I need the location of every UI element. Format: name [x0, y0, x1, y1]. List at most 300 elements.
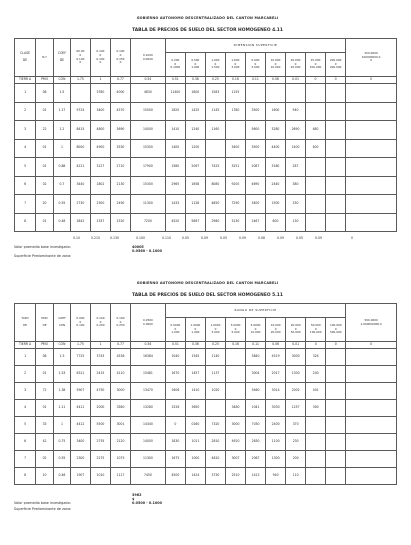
table-cell	[326, 139, 346, 158]
table-cell: 7030	[246, 417, 266, 434]
table-cell: 14000	[131, 434, 166, 451]
table-cell	[285, 84, 305, 103]
average-value: 0.09	[239, 236, 246, 240]
dimension-group-header: DIMENSION SUPERFICIE	[165, 39, 345, 53]
table-cell: 3251	[225, 158, 245, 177]
table-row	[15, 451, 397, 468]
table-cell: 1467	[245, 213, 265, 232]
org-heading-1: GOBIERNO AUTONOMO DESCENTRALIZADO DEL CANTON MARCABELI	[136, 16, 279, 20]
table-cell: 6	[15, 176, 36, 195]
table-cell	[326, 417, 346, 434]
table-cell	[326, 468, 346, 485]
table-cell: 1802	[90, 176, 110, 195]
table-cell: 200	[286, 451, 306, 468]
table-cell: 3500	[245, 102, 265, 121]
table-cell: 08	[36, 84, 54, 103]
table-cell: 3360	[111, 400, 131, 417]
table-cell: 3001	[111, 417, 131, 434]
table-cell: 2810	[205, 434, 225, 451]
table-cell: 330	[285, 195, 305, 214]
table-cell: 17900	[130, 158, 165, 177]
table-cell: 7450	[131, 468, 166, 485]
table-cell: 0.48	[54, 213, 71, 232]
table-cell: 1526	[165, 400, 185, 417]
table-cell	[346, 102, 397, 121]
table-cell: 3	[15, 121, 36, 140]
table-cell	[326, 102, 346, 121]
table-cell: 1433	[165, 195, 185, 214]
table-row	[15, 434, 397, 451]
table-row	[15, 102, 397, 121]
table-cell: 401	[306, 383, 326, 400]
table-cell: 5867	[185, 213, 205, 232]
table-cell: 02	[36, 176, 54, 195]
average-value: 0.05	[182, 236, 189, 240]
average-value: 0.10	[73, 236, 80, 240]
table-cell	[306, 213, 326, 232]
table-cell	[306, 468, 326, 485]
table-cell: 1140	[205, 349, 225, 366]
table-cell: 1	[15, 349, 36, 366]
table-cell: 940	[285, 102, 305, 121]
table-cell	[326, 366, 346, 383]
table-cell: 9724	[70, 102, 90, 121]
table-cell	[346, 366, 397, 383]
table-cell: 9200	[225, 176, 245, 195]
average-value: 0.09	[315, 236, 322, 240]
table-cell: 1670	[165, 366, 185, 383]
average-value: 0.09	[201, 236, 208, 240]
table-cell: 2490	[110, 195, 130, 214]
table-cell: 1606	[165, 383, 185, 400]
table-cell	[306, 102, 326, 121]
table-cell: 4110	[111, 366, 131, 383]
table-cell: 3000	[111, 383, 131, 400]
table-cell: 3130	[225, 213, 245, 232]
table-cell: 0	[165, 417, 185, 434]
table-cell: 0.46	[54, 468, 71, 485]
table-cell: 3014	[266, 383, 286, 400]
table-cell: 2130	[110, 176, 130, 195]
table-cell: 1041	[246, 400, 266, 417]
table-cell: 6311	[70, 366, 90, 383]
table-cell	[70, 84, 90, 103]
table-cell	[306, 195, 326, 214]
table-cell: 4750	[90, 383, 110, 400]
table-cell: 72	[36, 383, 54, 400]
table-cell: 1500	[265, 195, 285, 214]
table-cell: 0.7	[54, 176, 71, 195]
table-cell: 2017	[266, 366, 286, 383]
table-cell: 2120	[111, 434, 131, 451]
table-cell: 1	[54, 139, 71, 158]
table-cell: 15000	[130, 102, 165, 121]
table-cell: 287	[285, 158, 305, 177]
table-cell	[306, 84, 326, 103]
table-cell: 4830	[130, 84, 165, 103]
table-cell: 2755	[90, 434, 110, 451]
table-row	[15, 213, 397, 232]
table-cell: 4500	[165, 468, 185, 485]
table-cell: 5	[15, 158, 36, 177]
table-cell	[306, 417, 326, 434]
table-cell: 3780	[90, 84, 110, 103]
table-cell: 1.2	[54, 121, 71, 140]
table-cell: 5840	[246, 349, 266, 366]
table-cell	[346, 349, 397, 366]
range-group-header: RANGO DE SUPERFICIE	[165, 304, 345, 318]
table-cell: 01	[36, 102, 54, 121]
table-cell: 1300	[266, 451, 286, 468]
table-cell: 230	[286, 434, 306, 451]
table-cell: 110	[286, 468, 306, 485]
table-cell: 1075	[111, 451, 131, 468]
table-cell: 15300	[130, 176, 165, 195]
table-cell: 3750	[205, 468, 225, 485]
table-row	[15, 366, 397, 383]
table-cell: 1400	[285, 139, 305, 158]
table-cell: 800	[265, 213, 285, 232]
table-cell: 1907	[70, 468, 90, 485]
table-cell: 33	[36, 417, 54, 434]
table-cell: 3030	[266, 400, 286, 417]
table-cell	[306, 434, 326, 451]
table-cell	[306, 176, 326, 195]
table-cell: 3180	[265, 158, 285, 177]
table-cell: 0.55	[54, 451, 71, 468]
table-cell: 08	[36, 349, 54, 366]
price-table-2: TAPO DE PMO DE COEF CON 0.000 0 0.100 0.100 0 0.200 0.160 0 0.250 0.2500 0.0000 RANGO DE SUPERFICIE 500.0000 1.000000000.0 0.5000 0 1.000 1.0000 0 1.000 1.0000 0 3.000 3.0000 0 5.000 5.0000 0 10.000 10.000 0 20.000 20.000 0 50.000 50.000 0 100.000 100.000 0 500.000 TIERR A PMO CON 1.75 1 0.77 0.54 0.51 0.36 0.25 0.16 0.11 0.06 0.01 0 0 0 1 08 1.5 7725 3743 4536 16384 1040 1545 1140 5840 4519 3000 324 2 01 1.53 6311 2415 4110 15481 1670 1457 1137 3004 2017 1300 240 3 72 1.38 5907 4750 3000 13470 1606 1410 1020 5460 3014 2002 401 4 01 1.11 4411 2000 3360 13280 1526 3650 3480 1041 3030 1257 300 5 33 1 4412 5500 3001 14340 0 0160 7320 3000 7030 2400 370 6 42 0.75 3400 2755 2120 14000 1830 1011 2810 4920 2630 1100 230 7 02 0.55 2300 2275 1075 11300 1675 1000 4810 3007 2067 1300 200 8 10 0.46 1907 1010 1117 7450 4500 1424 3750 2510 1413 940 110	[14, 303, 397, 485]
table-row	[15, 158, 397, 177]
average-value: 0.05	[296, 236, 303, 240]
table-cell: 20	[36, 195, 54, 214]
table-cell: 1675	[165, 451, 185, 468]
table-cell: 3500	[245, 139, 265, 158]
table-cell: 2965	[165, 176, 185, 195]
table-cell	[205, 400, 225, 417]
table-cell: 2067	[185, 158, 205, 177]
table-cell: 14340	[131, 417, 166, 434]
table-cell	[226, 349, 246, 366]
table-cell: 400	[306, 139, 326, 158]
table-cell: 2630	[246, 434, 266, 451]
table-cell: 7725	[70, 349, 90, 366]
table-cell: 300	[306, 400, 326, 417]
table-cell: 3650	[185, 400, 205, 417]
table-cell: 3280	[265, 121, 285, 140]
table-cell: 1	[15, 84, 36, 103]
table-cell	[205, 139, 225, 158]
table-cell: 7290	[225, 195, 245, 214]
table-cell	[306, 451, 326, 468]
table-cell: 01	[36, 213, 54, 232]
table-cell: 1145	[205, 102, 225, 121]
table-cell: 1.53	[54, 366, 71, 383]
table-cell: 13280	[131, 400, 166, 417]
average-value: 0.100	[136, 236, 145, 240]
table-cell: 1580	[165, 158, 185, 177]
table-cell: 1040	[165, 349, 185, 366]
table-cell	[326, 176, 346, 195]
table-cell: 4536	[111, 349, 131, 366]
table-cell: 02	[36, 451, 54, 468]
average-value: 0.09	[277, 236, 284, 240]
table-cell: 13470	[131, 383, 166, 400]
table-cell: 4570	[110, 102, 130, 121]
table-cell: 7	[15, 451, 36, 468]
table-cell: 1820	[165, 102, 185, 121]
table-row	[15, 417, 397, 434]
table-cell: 1658	[185, 176, 205, 195]
table-row	[15, 121, 397, 140]
table-cell: 5500	[90, 417, 110, 434]
table-cell: 15481	[131, 366, 166, 383]
table-cell: 1300	[286, 366, 306, 383]
table-cell: 5	[15, 417, 36, 434]
table-cell	[326, 400, 346, 417]
table-cell: 1842	[70, 213, 90, 232]
table-cell: 1600	[265, 102, 285, 121]
average-value: 0.05	[220, 236, 227, 240]
table-cell: 01	[36, 139, 54, 158]
table-cell: 2300	[70, 451, 90, 468]
table-cell	[306, 158, 326, 177]
table-cell	[226, 383, 246, 400]
table-cell: 1400	[165, 139, 185, 158]
average-value: 0.130	[110, 236, 119, 240]
average-value: 0.210	[91, 236, 100, 240]
table-cell: 4412	[70, 417, 90, 434]
table-cell: 11400	[165, 84, 185, 103]
col-num: N.Y	[36, 39, 54, 77]
table-cell: 0.75	[54, 434, 71, 451]
table-cell: 1240	[185, 121, 205, 140]
table-cell	[346, 400, 397, 417]
table-cell	[265, 84, 285, 103]
table-cell: 2415	[90, 366, 110, 383]
table-cell: 4520	[165, 213, 185, 232]
table-cell	[326, 213, 346, 232]
table-cell: 4	[15, 400, 36, 417]
table-cell: 2980	[205, 213, 225, 232]
table-cell: 2710	[110, 158, 130, 177]
table-cell: 7425	[205, 158, 225, 177]
table-cell: 1000	[185, 451, 205, 468]
average-value: 0.110	[162, 236, 171, 240]
table-cell: 130	[285, 213, 305, 232]
table-cell: 2002	[286, 383, 306, 400]
table-cell: 10	[36, 468, 54, 485]
table-cell: 2	[15, 102, 36, 121]
table-cell: 16384	[131, 349, 166, 366]
table-cell: 01	[36, 366, 54, 383]
table-cell: 2690	[285, 121, 305, 140]
table-cell: 2440	[265, 176, 285, 195]
table-cell: 3400	[225, 139, 245, 158]
col-clase: CLASE DE	[15, 39, 36, 77]
table-cell: 1011	[185, 434, 205, 451]
table-cell: 4810	[205, 451, 225, 468]
table-cell: 14000	[130, 121, 165, 140]
table-cell	[326, 158, 346, 177]
table-row	[15, 176, 397, 195]
table-cell: 2	[15, 366, 36, 383]
table-cell: 4900	[90, 139, 110, 158]
table-cell: 1.5	[54, 84, 71, 103]
table-cell: 42	[36, 434, 54, 451]
table-cell	[225, 121, 245, 140]
table-cell: 1425	[185, 102, 205, 121]
table-cell: 4	[15, 139, 36, 158]
table-cell: 1.17	[54, 102, 71, 121]
table-cell: 4400	[265, 139, 285, 158]
table-cell: 1410	[165, 121, 185, 140]
table-cell: 3004	[246, 366, 266, 383]
table-cell: 3480	[226, 400, 246, 417]
table-cell	[346, 434, 397, 451]
table-cell: 4411	[70, 400, 90, 417]
table-cell	[326, 383, 346, 400]
table-cell: 5907	[70, 383, 90, 400]
table-cell	[346, 158, 397, 177]
table-cell: 4690	[245, 176, 265, 195]
table-row	[15, 468, 397, 485]
table-cell: 6	[15, 434, 36, 451]
table-cell: 4920	[226, 434, 246, 451]
table-cell	[346, 451, 397, 468]
table-cell: 1780	[225, 102, 245, 121]
table-cell: 0160	[185, 417, 205, 434]
table-cell: 3440	[70, 176, 90, 195]
table-cell: 480	[306, 121, 326, 140]
table-cell: 1520	[110, 213, 130, 232]
table-cell: 4000	[110, 84, 130, 103]
table-cell	[346, 383, 397, 400]
table-cell: 1	[54, 417, 71, 434]
table-cell	[326, 451, 346, 468]
table-cell: 2087	[245, 158, 265, 177]
table-cell: 4221	[70, 158, 90, 177]
table-cell	[346, 176, 397, 195]
table-cell: 3690	[110, 121, 130, 140]
table-cell: 2275	[90, 451, 110, 468]
table-cell: 7	[15, 195, 36, 214]
table-cell: 2510	[226, 468, 246, 485]
table-cell: 1200	[185, 139, 205, 158]
table-row	[15, 349, 397, 366]
table-cell: 4519	[266, 349, 286, 366]
table-cell: 4800	[90, 121, 110, 140]
table-cell: 3000	[226, 417, 246, 434]
table-cell: 2730	[70, 195, 90, 214]
summary-2: 3962 $ Valor promedio base investigado: 0.0500 - 0.1000 Superficie Predominante de zona:	[14, 493, 162, 511]
table-cell: 1100	[266, 434, 286, 451]
table-cell: 1.5	[54, 349, 71, 366]
table-cell: 8080	[205, 176, 225, 195]
org-heading-2: GOBIERNO AUTONOMO DESCENTRALIZADO DEL CANTON MARCABELI	[136, 281, 279, 285]
col-tipo-tierra: TIERR A	[15, 77, 36, 84]
table-cell: 5460	[246, 383, 266, 400]
table-cell: 1010	[90, 468, 110, 485]
table-cell: 8000	[70, 139, 90, 158]
table-cell: 370	[286, 417, 306, 434]
table-cell: 3400	[90, 102, 110, 121]
average-value: 0	[351, 236, 353, 240]
table-cell	[346, 213, 397, 232]
table-row	[15, 139, 397, 158]
table-cell: 0.88	[54, 158, 71, 177]
table-cell: 2400	[266, 417, 286, 434]
table-cell	[326, 121, 346, 140]
table-cell: 3400	[70, 434, 90, 451]
table-cell	[326, 84, 346, 103]
table-row	[15, 383, 397, 400]
table-cell: 22	[36, 121, 54, 140]
table-cell: 3743	[90, 349, 110, 366]
table-cell: 2000	[90, 400, 110, 417]
table-cell	[326, 195, 346, 214]
table-cell: 8	[15, 468, 36, 485]
table-cell: 3	[15, 383, 36, 400]
table-cell: 1128	[185, 195, 205, 214]
table-cell: 1020	[205, 383, 225, 400]
table-cell: 3530	[110, 139, 130, 158]
table-cell: 1117	[111, 468, 131, 485]
table-cell: 4650	[205, 195, 225, 214]
table-cell: 2067	[246, 451, 266, 468]
table-cell: 8	[15, 213, 36, 232]
table-row	[15, 195, 397, 214]
table-cell	[346, 417, 397, 434]
table-cell: 1160	[205, 121, 225, 140]
table-cell: 940	[266, 468, 286, 485]
table-cell: 324	[306, 349, 326, 366]
table-cell: 3007	[226, 451, 246, 468]
table-cell: 1.38	[54, 383, 71, 400]
table-cell: 5600	[245, 121, 265, 140]
table-cell: 01	[36, 158, 54, 177]
table-cell	[346, 121, 397, 140]
table-row	[15, 400, 397, 417]
price-table-1: CLASE DE N.Y COEF DE 00.00 0 0.100 0 0.100 0 0.100 0 0.100 0 0.150 0 0.1000 0.0000 DIMENSION SUPERFICIE 250.0000 100000000.0 0 0.200 0 0.1000 0.500 0 1.000 1.000 0 1.500 1.600 0 3.000 0.600 0 3.000 10.000 0 10.000 20.000 0 20.000 25.000 0 100.000 200.000 0 200.000 TIERR A PMO CON 1.75 1 0.77 0.54 0.51 0.36 0.25 0.16 0.11 0.06 0.01 0 0 0 1 08 1.5 3780 4000 4830 11400 1800 1583 1155 2 01 1.17 9724 3400 4570 15000 1820 1425 1145 1780 3500 1600 940 3 22 1.2 8415 4800 3690 14000 1410 1240 1160 5600 3280 2690 480 4 01 1 8000 4900 3530 15300 1400 1200 3400 3500 4400 1400 400 5 01 0.88 4221 3127 2710 17900 1580 2067 7425 3251 2087 3180 287 6 02 0.7 3440 1802 2130 15300 2965 1658 8080 9200 4690 2440 380 7 20 0.55 2730 2300 2490 11300 1433 1128 4650 7290 3400 1500 330 8 01 0.48 1842 1337 1520 7200 4520 5867 2980 3130 1467 800 130	[14, 38, 397, 232]
table-cell	[346, 195, 397, 214]
table-cell: 1413	[246, 468, 266, 485]
col-coef: COEF DE	[54, 39, 71, 77]
averages-row	[14, 236, 397, 242]
table-cell: 2300	[90, 195, 110, 214]
table-cell: 1410	[185, 383, 205, 400]
table-cell	[245, 84, 265, 103]
table-cell: 3127	[90, 158, 110, 177]
table-cell: 11300	[130, 195, 165, 214]
table-cell: 240	[306, 366, 326, 383]
table-cell	[346, 468, 397, 485]
table-cell: 11300	[131, 451, 166, 468]
table-cell: 1457	[185, 366, 205, 383]
table-cell: 3000	[286, 349, 306, 366]
table-cell: 1.11	[54, 400, 71, 417]
table-cell: 1583	[205, 84, 225, 103]
table-cell: 7200	[130, 213, 165, 232]
table-cell	[346, 139, 397, 158]
table-cell: 15300	[130, 139, 165, 158]
table-cell: 1545	[185, 349, 205, 366]
table-cell: 1424	[185, 468, 205, 485]
table-cell: 380	[285, 176, 305, 195]
table-cell: 1257	[286, 400, 306, 417]
table-cell: 1155	[225, 84, 245, 103]
table-title-1: TABLA DE PRECIOS DE SUELO DEL SECTOR HOMOGENEO 4.11	[132, 28, 283, 33]
